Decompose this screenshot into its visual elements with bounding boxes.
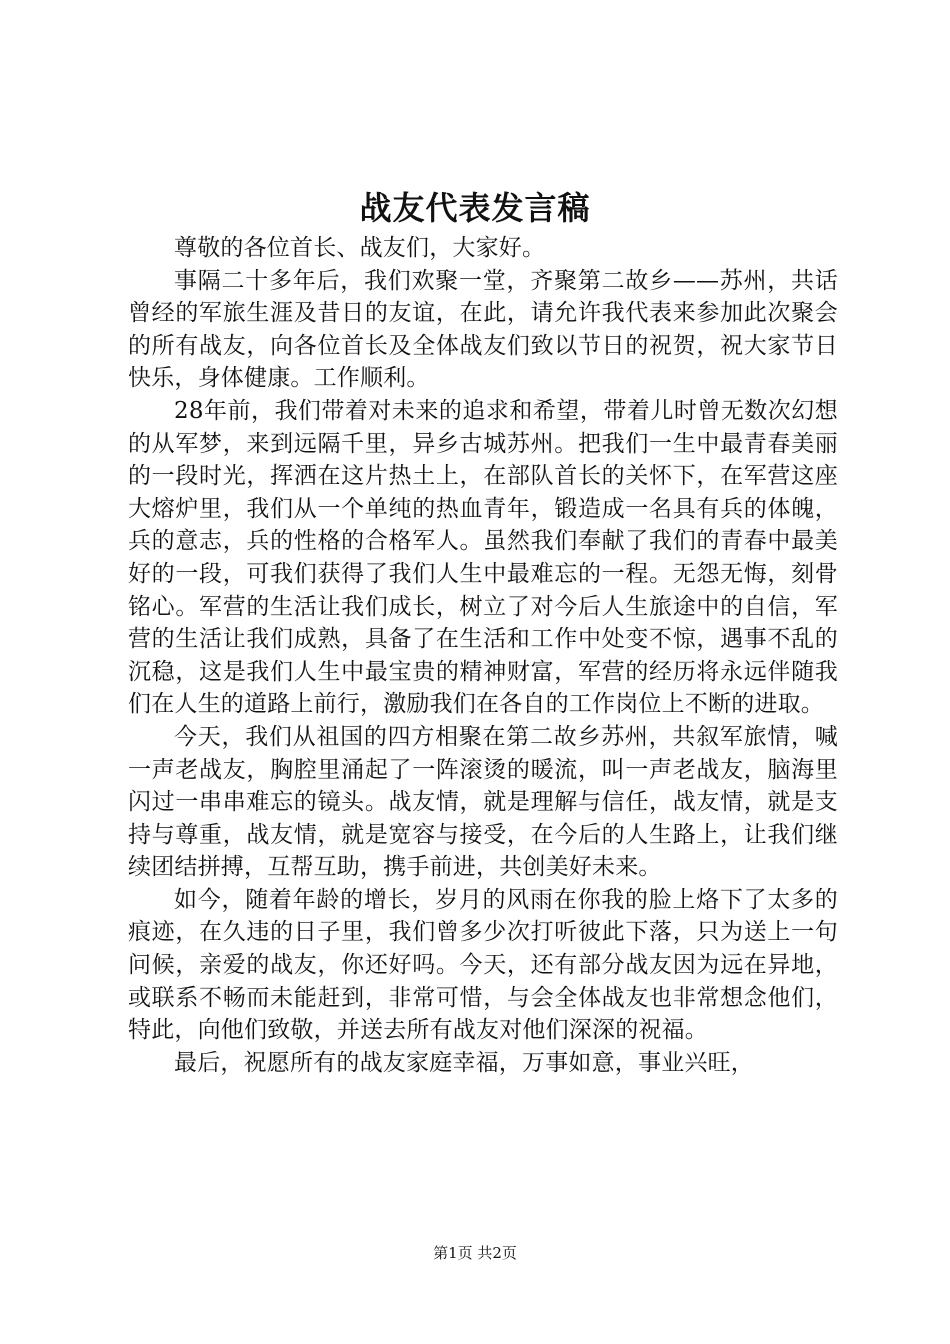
paragraph-absent-comrades: 如今，随着年龄的增长，岁月的风雨在你我的脸上烙下了太多的痕迹，在久违的日子里，我们曾多少次打听彼此下落，只为送上一句问候，亲爱的战友，你还好吗。今天，还有部分战友因为远在异地，或联系不畅而未能赶到，非常可惜，与会全体战友也非常想念他们，特此，向他们致敬，并送去所有战友对他们深深的祝福。 — [128, 886, 838, 1044]
document-title: 战友代表发言稿 — [359, 189, 591, 227]
page-number-footer: 第1页 共2页 — [433, 1244, 517, 1262]
paragraph-opening: 事隔二十多年后，我们欢聚一堂，齐聚第二故乡——苏州，共话曾经的军旅生涯及昔日的友谊，在此，请允许我代表来参加此次聚会的所有战友，向各位首长及全体战友们致以节日的祝贺，祝大家节日快乐，身体健康。工作顺利。 — [128, 267, 838, 392]
paragraph-closing: 最后，祝愿所有的战友家庭幸福，万事如意，事业兴旺， — [174, 1049, 754, 1076]
document-body — [128, 232, 838, 1079]
paragraph-memories: 28年前，我们带着对未来的追求和希望，带着儿时曾无数次幻想的从军梦，来到远隔千里，异乡古城苏州。把我们一生中最青春美丽的一段时光，挥洒在这片热土上，在部队首长的关怀下，在军营这座大熔炉里，我们从一个单纯的热血青年，锻造成一名具有兵的体魄，兵的意志，兵的性格的合格军人。虽然我们奉献了我们的青春中最美好的一段，可我们获得了我们人生中最难忘的一程。无怨无悔，刻骨铭心。军营的生活让我们成长，树立了对今后人生旅途中的自信，军营的生活让我们成熟，具备了在生活和工作中处变不惊，遇事不乱的沉稳，这是我们人生中最宝贵的精神财富，军营的经历将永远伴随我们在人生的道路上前行，激励我们在各自的工作岗位上不断的进取。 — [128, 397, 838, 718]
paragraph-today: 今天，我们从祖国的四方相聚在第二故乡苏州，共叙军旅情，喊一声老战友，胸腔里涌起了一阵滚烫的暖流，叫一声老战友，脑海里闪过一串串难忘的镜头。战友情，就是理解与信任，战友情，就是支持与尊重，战友情，就是宽容与接受，在今后的人生路上，让我们继续团结拼搏，互帮互助，携手前进，共创美好未来。 — [128, 723, 838, 881]
paragraph-greeting: 尊敬的各位首长、战友们，大家好。 — [174, 235, 546, 261]
